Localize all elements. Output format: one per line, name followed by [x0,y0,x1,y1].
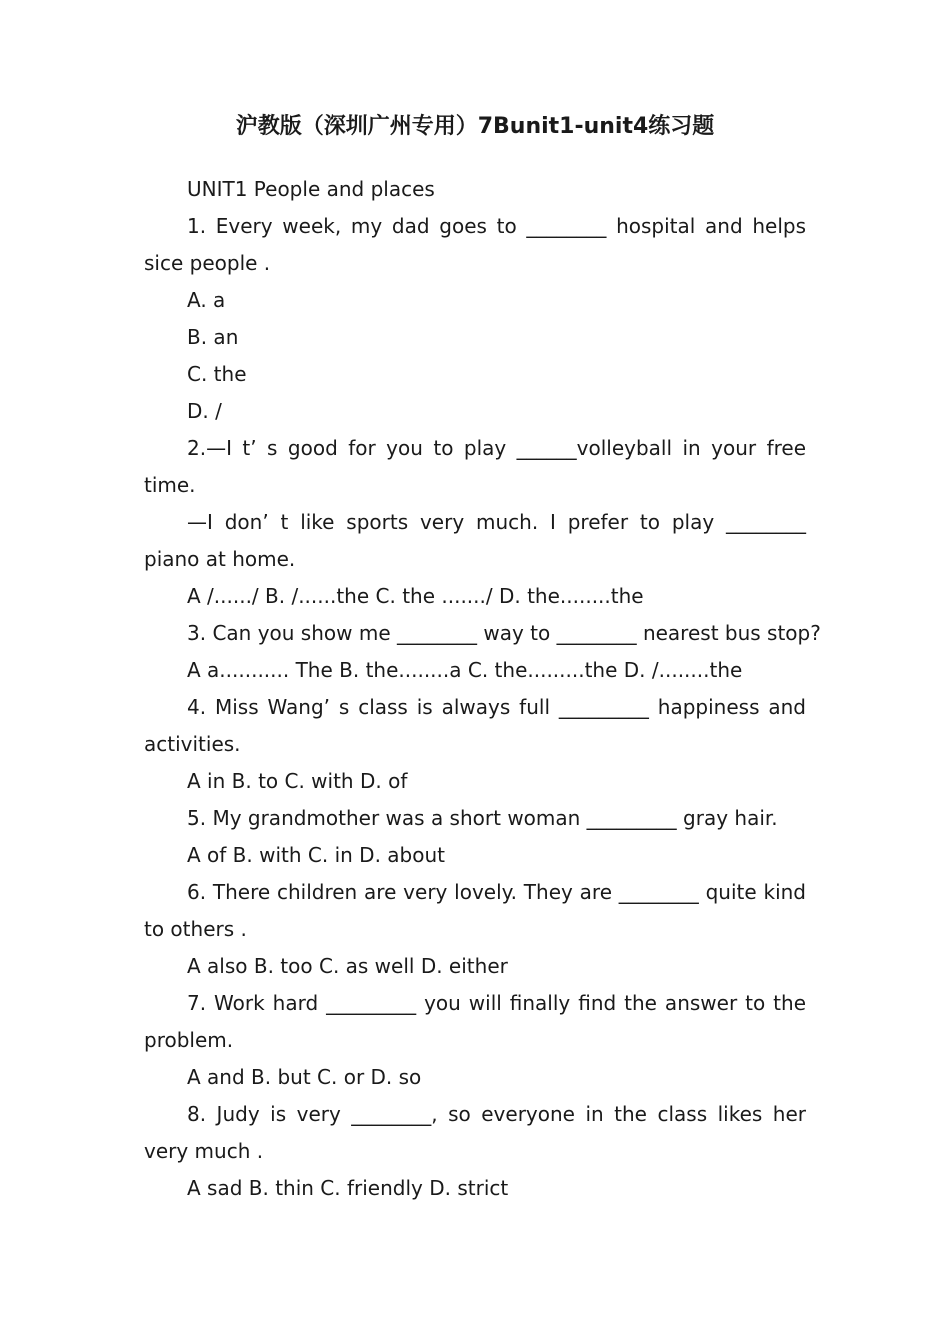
question-6: 6. There children are very lovely. They are ________ quite kind to others . [144,880,806,941]
question-6-options: A also B. too C. as well D. either [187,954,508,978]
question-8-options: A sad B. thin C. friendly D. strict [187,1176,509,1200]
unit-heading: UNIT1 People and places [187,177,435,201]
document-title: 沪教版（深圳广州专用）7Bunit1-unit4练习题 [235,114,715,139]
question-5: 5. My grandmother was a short woman _________ gray hair. [187,806,778,830]
question-4-options: A in B. to C. with D. of [187,769,408,793]
question-7: 7. Work hard _________ you will finally find the answer to the problem. [144,991,806,1052]
question-3-options: A a........... The B. the........a C. the.........the D. /........the [187,658,743,682]
question-2-reply: —I don’ t like sports very much. I prefer to play ________ piano at home. [144,510,806,571]
question-2-options: A /....../ B. /......the C. the ......./ D. the........the [187,584,644,608]
question-2: 2.—I t’ s good for you to play ______volleyball in your free time. [144,436,806,497]
question-1-option-a: A. a [187,288,226,312]
question-1: 1. Every week, my dad goes to ________ hospital and helps sice people . [144,214,806,275]
question-3: 3. Can you show me ________ way to ________ nearest bus stop? [187,621,821,645]
question-7-options: A and B. but C. or D. so [187,1065,422,1089]
question-1-option-c: C. the [187,362,247,386]
document-body [144,171,821,1207]
question-4: 4. Miss Wang’ s class is always full _________ happiness and activities. [144,695,806,756]
question-8: 8. Judy is very ________, so everyone in the class likes her very much . [144,1102,806,1163]
question-1-option-d: D. / [187,399,222,423]
question-1-option-b: B. an [187,325,239,349]
question-5-options: A of B. with C. in D. about [187,843,445,867]
